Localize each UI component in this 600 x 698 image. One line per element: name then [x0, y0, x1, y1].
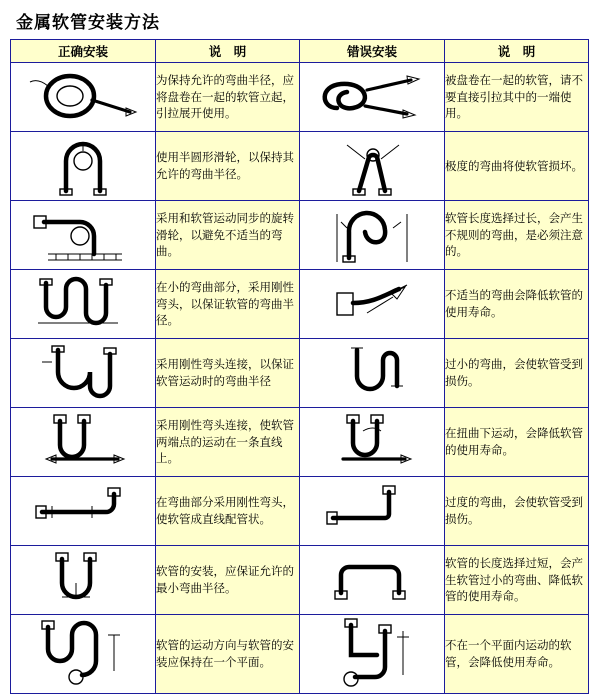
row-description: 过度的弯曲，会使软管受到损伤。 — [445, 477, 589, 546]
column-header-correct-description: 说 明 — [156, 40, 300, 63]
table-row — [11, 63, 589, 132]
hose-installation-table — [10, 39, 589, 694]
row-description: 在小的弯曲部分，采用刚性弯头，以保证软管的弯曲半径。 — [156, 270, 300, 339]
excessive-bend-figure — [300, 477, 445, 546]
rigid-elbow-connection-figure — [11, 339, 156, 408]
row-description: 过小的弯曲，会使软管受到损伤。 — [445, 339, 589, 408]
table-row — [11, 477, 589, 546]
straight-line-motion-figure — [11, 408, 156, 477]
column-header-wrong-install: 错误安装 — [300, 40, 445, 63]
sharp-bend-pulley-figure — [300, 132, 445, 201]
table-row — [11, 339, 589, 408]
too-long-hose-small-bend-figure — [300, 546, 445, 615]
coiled-hose-upright-figure — [11, 63, 156, 132]
too-long-hose-loop-figure — [300, 201, 445, 270]
rigid-bend-small-radius-figure — [11, 270, 156, 339]
table-row — [11, 615, 589, 694]
row-description: 不在一个平面内运动的软管，会降低使用寿命。 — [445, 615, 589, 694]
table-row — [11, 201, 589, 270]
table-row — [11, 546, 589, 615]
row-description: 使用半圆形滑轮，以保持其允许的弯曲半径。 — [156, 132, 300, 201]
row-description: 在扭曲下运动，会降低软管的使用寿命。 — [445, 408, 589, 477]
row-description: 采用刚性弯头连接，使软管两端点的运动在一条直线上。 — [156, 408, 300, 477]
row-description: 采用刚性弯头连接，以保证软管运动时的弯曲半径 — [156, 339, 300, 408]
row-description: 在弯曲部分采用刚性弯头，使软管成直线配管状。 — [156, 477, 300, 546]
row-description: 软管长度选择过长，会产生不规则的弯曲，是必须注意的。 — [445, 201, 589, 270]
table-body — [11, 63, 589, 694]
row-description: 采用和软管运动同步的旋转滑轮，以避免不适当的弯曲。 — [156, 201, 300, 270]
minimum-bend-radius-figure — [11, 546, 156, 615]
row-description: 极度的弯曲将使软管损坏。 — [445, 132, 589, 201]
column-header-correct-install: 正确安装 — [11, 40, 156, 63]
row-description: 软管的安装，应保证允许的最小弯曲半径。 — [156, 546, 300, 615]
semicircular-sheave-figure — [11, 132, 156, 201]
row-description: 为保持允许的弯曲半径，应将盘卷在一起的软管立起，引拉展开使用。 — [156, 63, 300, 132]
synchronized-rotating-sheave-figure — [11, 201, 156, 270]
twisted-motion-figure — [300, 408, 445, 477]
row-description: 软管的运动方向与软管的安装应保持在一个平面。 — [156, 615, 300, 694]
too-small-bend-figure — [300, 339, 445, 408]
row-description: 不适当的弯曲会降低软管的使用寿命。 — [445, 270, 589, 339]
coiled-hose-pulled-figure — [300, 63, 445, 132]
row-description: 软管的长度选择过短，会产生软管过小的弯曲、降低软管的使用寿命。 — [445, 546, 589, 615]
improper-bend-figure — [300, 270, 445, 339]
table-row — [11, 132, 589, 201]
table-header — [11, 40, 589, 63]
row-description: 被盘卷在一起的软管，请不要直接引拉其中的一端使用。 — [445, 63, 589, 132]
table-row — [11, 270, 589, 339]
table-row — [11, 408, 589, 477]
table-header-row — [11, 40, 589, 63]
out-of-plane-motion-figure — [300, 615, 445, 694]
page-title: 金属软管安装方法 — [16, 13, 160, 33]
rigid-elbow-straight-pipe-figure — [11, 477, 156, 546]
column-header-wrong-description: 说 明 — [445, 40, 589, 63]
same-plane-motion-figure — [11, 615, 156, 694]
